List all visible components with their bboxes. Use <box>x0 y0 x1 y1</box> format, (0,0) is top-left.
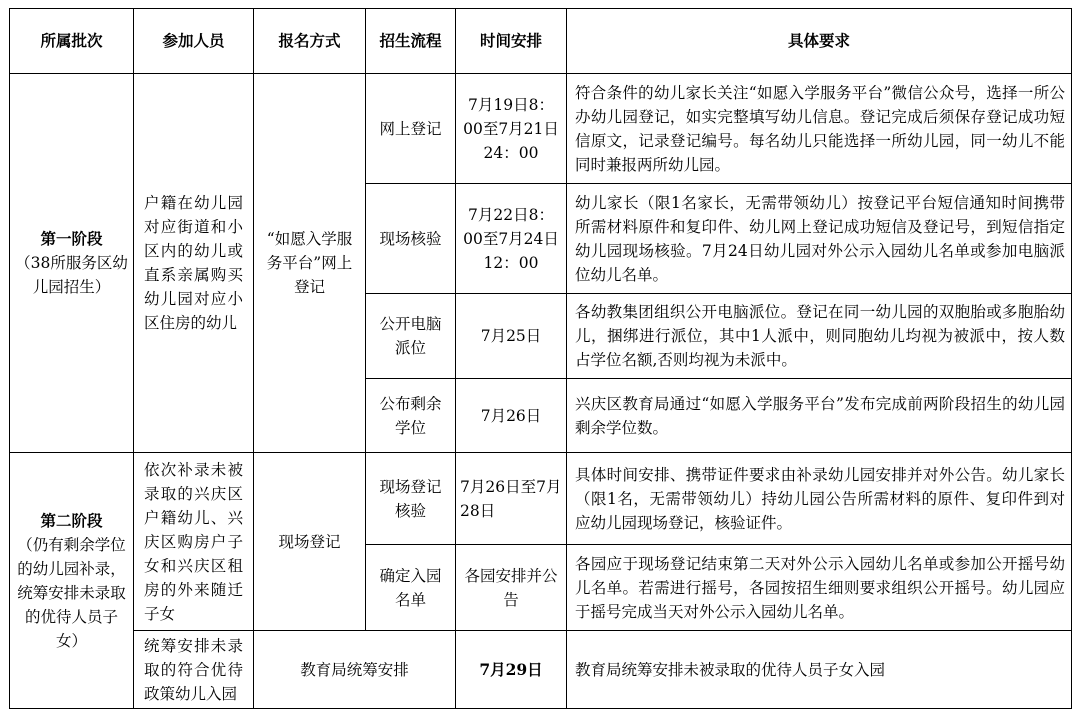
stage2-time-1: 7月26日至7月28日 <box>456 453 567 545</box>
stage2-desc: （仍有剩余学位的幼儿园补录，统筹安排未录取的优待人员子女） <box>17 535 126 650</box>
header-method: 报名方式 <box>254 9 366 74</box>
stage2-extra-method: 教育局统筹安排 <box>254 631 456 709</box>
stage2-req-2: 各园应于现场登记结束第二天对外公示入园幼儿名单或参加公开摇号幼儿名单。若需进行摇号，各园按招生细则要求组织公开摇号。幼儿园应于摇号完成当天对外公示入园幼儿名单。 <box>567 545 1072 631</box>
table-row <box>10 631 1072 709</box>
stage1-req-3: 各幼教集团组织公开电脑派位。登记在同一幼儿园的双胞胎或多胞胎幼儿，捆绑进行派位，其中1人派中，则同胞幼儿均视为被派中，按人数占学位名额,否则均视为未派中。 <box>567 294 1072 379</box>
stage2-process-2: 确定入园名单 <box>366 545 456 631</box>
stage2-method: 现场登记 <box>254 453 366 631</box>
stage1-desc: （38所服务区幼儿园招生） <box>15 254 128 296</box>
header-process: 招生流程 <box>366 9 456 74</box>
stage2-cell <box>10 453 134 709</box>
stage1-process-2: 现场核验 <box>366 184 456 294</box>
stage2-req-1: 具体时间安排、携带证件要求由补录幼儿园安排并对外公告。幼儿家长（限1名，无需带领幼儿）持幼儿园公告所需材料的原件、复印件到对应幼儿园现场登记，核验证件。 <box>567 453 1072 545</box>
stage1-cell <box>10 74 134 453</box>
stage1-process-3: 公开电脑派位 <box>366 294 456 379</box>
schedule-table <box>9 8 1072 709</box>
stage2-title: 第二阶段 <box>40 510 103 530</box>
stage1-time-2: 7月22日8：00至7月24日12：00 <box>456 184 567 294</box>
stage1-method: “如愿入学服务平台”网上登记 <box>254 74 366 453</box>
header-participants: 参加人员 <box>134 9 254 74</box>
header-requirements: 具体要求 <box>567 9 1072 74</box>
stage2-participants: 依次补录未被录取的兴庆区户籍幼儿、兴庆区购房户子女和兴庆区租房的外来随迁子女 <box>134 453 254 631</box>
stage1-time-4: 7月26日 <box>456 379 567 453</box>
enrollment-schedule <box>9 8 1072 709</box>
stage2-extra-participants: 统筹安排未录取的符合优待政策幼儿入园 <box>134 631 254 709</box>
stage1-req-1: 符合条件的幼儿家长关注“如愿入学服务平台”微信公众号，选择一所公办幼儿园登记，如实完整填写幼儿信息。登记完成后须保存登记成功短信原文，记录登记编号。每名幼儿只能选择一所幼儿园，同一幼儿不能同时兼报两所幼儿园。 <box>567 74 1072 184</box>
stage2-process-1: 现场登记核验 <box>366 453 456 545</box>
header-row <box>10 9 1072 74</box>
header-batch: 所属批次 <box>10 9 134 74</box>
stage2-time-2: 各园安排并公告 <box>456 545 567 631</box>
stage1-req-4: 兴庆区教育局通过“如愿入学服务平台”发布完成前两阶段招生的幼儿园剩余学位数。 <box>567 379 1072 453</box>
stage1-req-2: 幼儿家长（限1名家长，无需带领幼儿）按登记平台短信通知时间携带所需材料原件和复印件、幼儿网上登记成功短信及登记号，到短信指定幼儿园现场核验。7月24日幼儿园对外公示入园幼儿名单或参加电脑派位幼儿名单。 <box>567 184 1072 294</box>
stage2-extra-req: 教育局统筹安排未被录取的优待人员子女入园 <box>567 631 1072 709</box>
table-row <box>10 74 1072 184</box>
header-time: 时间安排 <box>456 9 567 74</box>
table-row <box>10 453 1072 545</box>
stage1-time-1: 7月19日8：00至7月21日24：00 <box>456 74 567 184</box>
stage2-extra-time: 7月29日 <box>456 631 567 709</box>
stage1-time-3: 7月25日 <box>456 294 567 379</box>
stage1-title: 第一阶段 <box>40 229 103 248</box>
stage1-process-1: 网上登记 <box>366 74 456 184</box>
stage1-process-4: 公布剩余学位 <box>366 379 456 453</box>
stage1-participants: 户籍在幼儿园对应街道和小区内的幼儿或直系亲属购买幼儿园对应小区住房的幼儿 <box>134 74 254 453</box>
